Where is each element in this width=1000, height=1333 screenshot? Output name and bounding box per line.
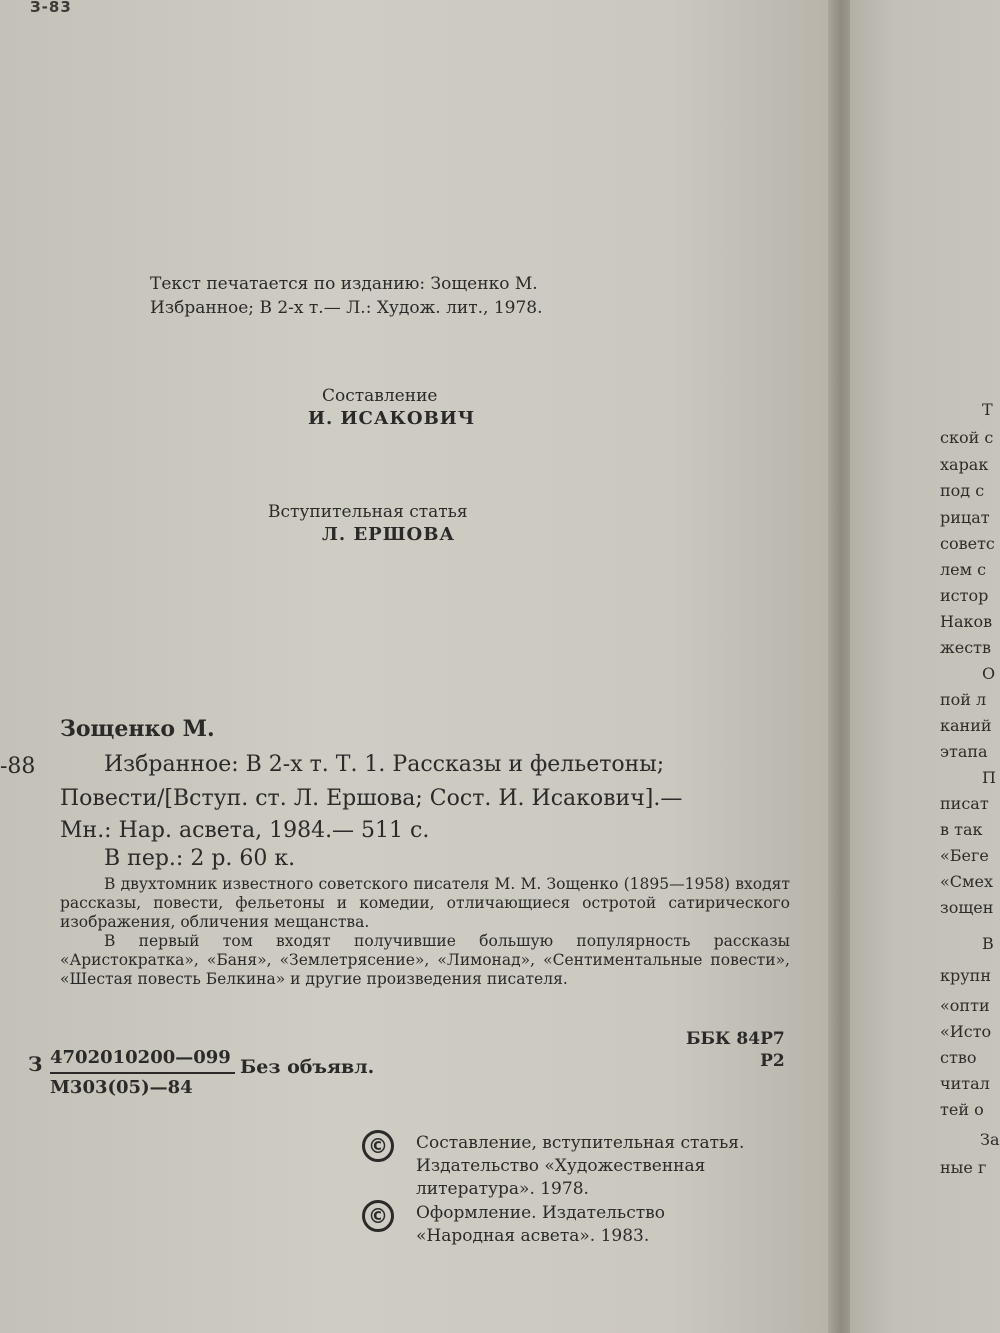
right-page-fragment: Т [982, 400, 993, 419]
top-code: З-83 [30, 0, 72, 16]
right-page-fragment: лем с [940, 560, 987, 579]
right-page-fragment: под с [940, 481, 985, 500]
right-page-fragment: жеств [940, 638, 992, 657]
copyright-line: литература». 1978. [416, 1179, 589, 1199]
annotation-paragraph: В двухтомник известного советского писателя М. М. Зощенко (1895—1958) входят рассказы, повести, фельетоны и комедии, отличающиеся остротой сатирического изображения, обличения мещанства. [60, 875, 790, 931]
right-page-fragment: рицат [940, 508, 990, 527]
right-page-fragment: в так [940, 820, 983, 839]
right-page-fragment: ской с [940, 428, 994, 447]
source-edition-note [150, 272, 543, 320]
compiler-name: И. ИСАКОВИЧ [308, 408, 476, 429]
right-page-fragment: ные г [940, 1158, 987, 1177]
catalog-description-line: Мн.: Нар. асвета, 1984.— 511 с. [60, 818, 430, 843]
right-page-fragment: пой л [940, 690, 987, 709]
right-page-fragment: истор [940, 586, 989, 605]
right-page-fragment: читал [940, 1074, 990, 1093]
copyright-icon: © [362, 1200, 394, 1232]
catalog-description-line: Избранное: В 2-х т. Т. 1. Рассказы и фельетоны; [104, 752, 665, 777]
copyright-line: «Народная асвета». 1983. [416, 1226, 650, 1246]
price: В пер.: 2 р. 60 к. [104, 846, 296, 871]
source-line: Текст печатается по изданию: Зощенко М. [150, 274, 538, 294]
right-page-fragment: тей о [940, 1100, 984, 1119]
right-page-fragment: Наков [940, 612, 993, 631]
right-page-fragment: «опти [940, 996, 990, 1015]
intro-author-name: Л. ЕРШОВА [322, 524, 456, 545]
copyright-line: Составление, вступительная статья. [416, 1133, 745, 1153]
right-page-fragment: В [982, 934, 994, 953]
no-advertisement-note: Без объявл. [240, 1056, 375, 1078]
compilation-label: Составление [322, 386, 438, 406]
right-page-fragment: За [980, 1130, 1000, 1149]
side-code: -88 [0, 754, 36, 779]
right-page [850, 0, 1000, 1333]
catalog-author: Зощенко М. [60, 716, 215, 742]
annotation-paragraph: В первый том входят получившие большую популярность рассказы «Аристократка», «Баня», «Землетрясение», «Лимонад», «Сентиментальные повести», «Шестая повесть Белкина» и другие произведения писателя. [60, 932, 790, 988]
isbn-fraction [50, 1044, 235, 1102]
right-page-fragment: харак [940, 455, 989, 474]
right-page-fragment: этапа [940, 742, 988, 761]
copyright-line: Издательство «Художественная [416, 1156, 706, 1176]
bbk-code [686, 1028, 785, 1072]
bbk-line: Р2 [760, 1051, 785, 1071]
right-page-fragment: крупн [940, 966, 991, 985]
right-page-fragment: ство [940, 1048, 977, 1067]
catalog-description-line: Повести/[Вступ. ст. Л. Ершова; Сост. И. Исакович].— [60, 786, 683, 811]
source-line: Избранное; В 2-х т.— Л.: Худож. лит., 1978. [150, 298, 543, 318]
right-page-fragment: писат [940, 794, 989, 813]
right-page-fragment: «Исто [940, 1022, 992, 1041]
right-page-fragment: зощен [940, 898, 994, 917]
right-page-fragment: «Беге [940, 846, 989, 865]
isbn-denominator: М303(05)—84 [50, 1077, 193, 1098]
bbk-line: ББК 84Р7 [686, 1029, 785, 1049]
right-page-fragment: О [982, 664, 996, 683]
right-page-fragment: П [982, 768, 996, 787]
right-page-fragment: каний [940, 716, 992, 735]
isbn-prefix: З [28, 1052, 43, 1076]
right-page-fragment: «Смех [940, 872, 993, 891]
copyright-line: Оформление. Издательство [416, 1203, 665, 1223]
copyright-icon: © [362, 1130, 394, 1162]
annotation [60, 875, 790, 989]
isbn-numerator: 4702010200—099 [50, 1044, 235, 1074]
intro-article-label: Вступительная статья [268, 502, 468, 522]
right-page-fragment: советс [940, 534, 995, 553]
